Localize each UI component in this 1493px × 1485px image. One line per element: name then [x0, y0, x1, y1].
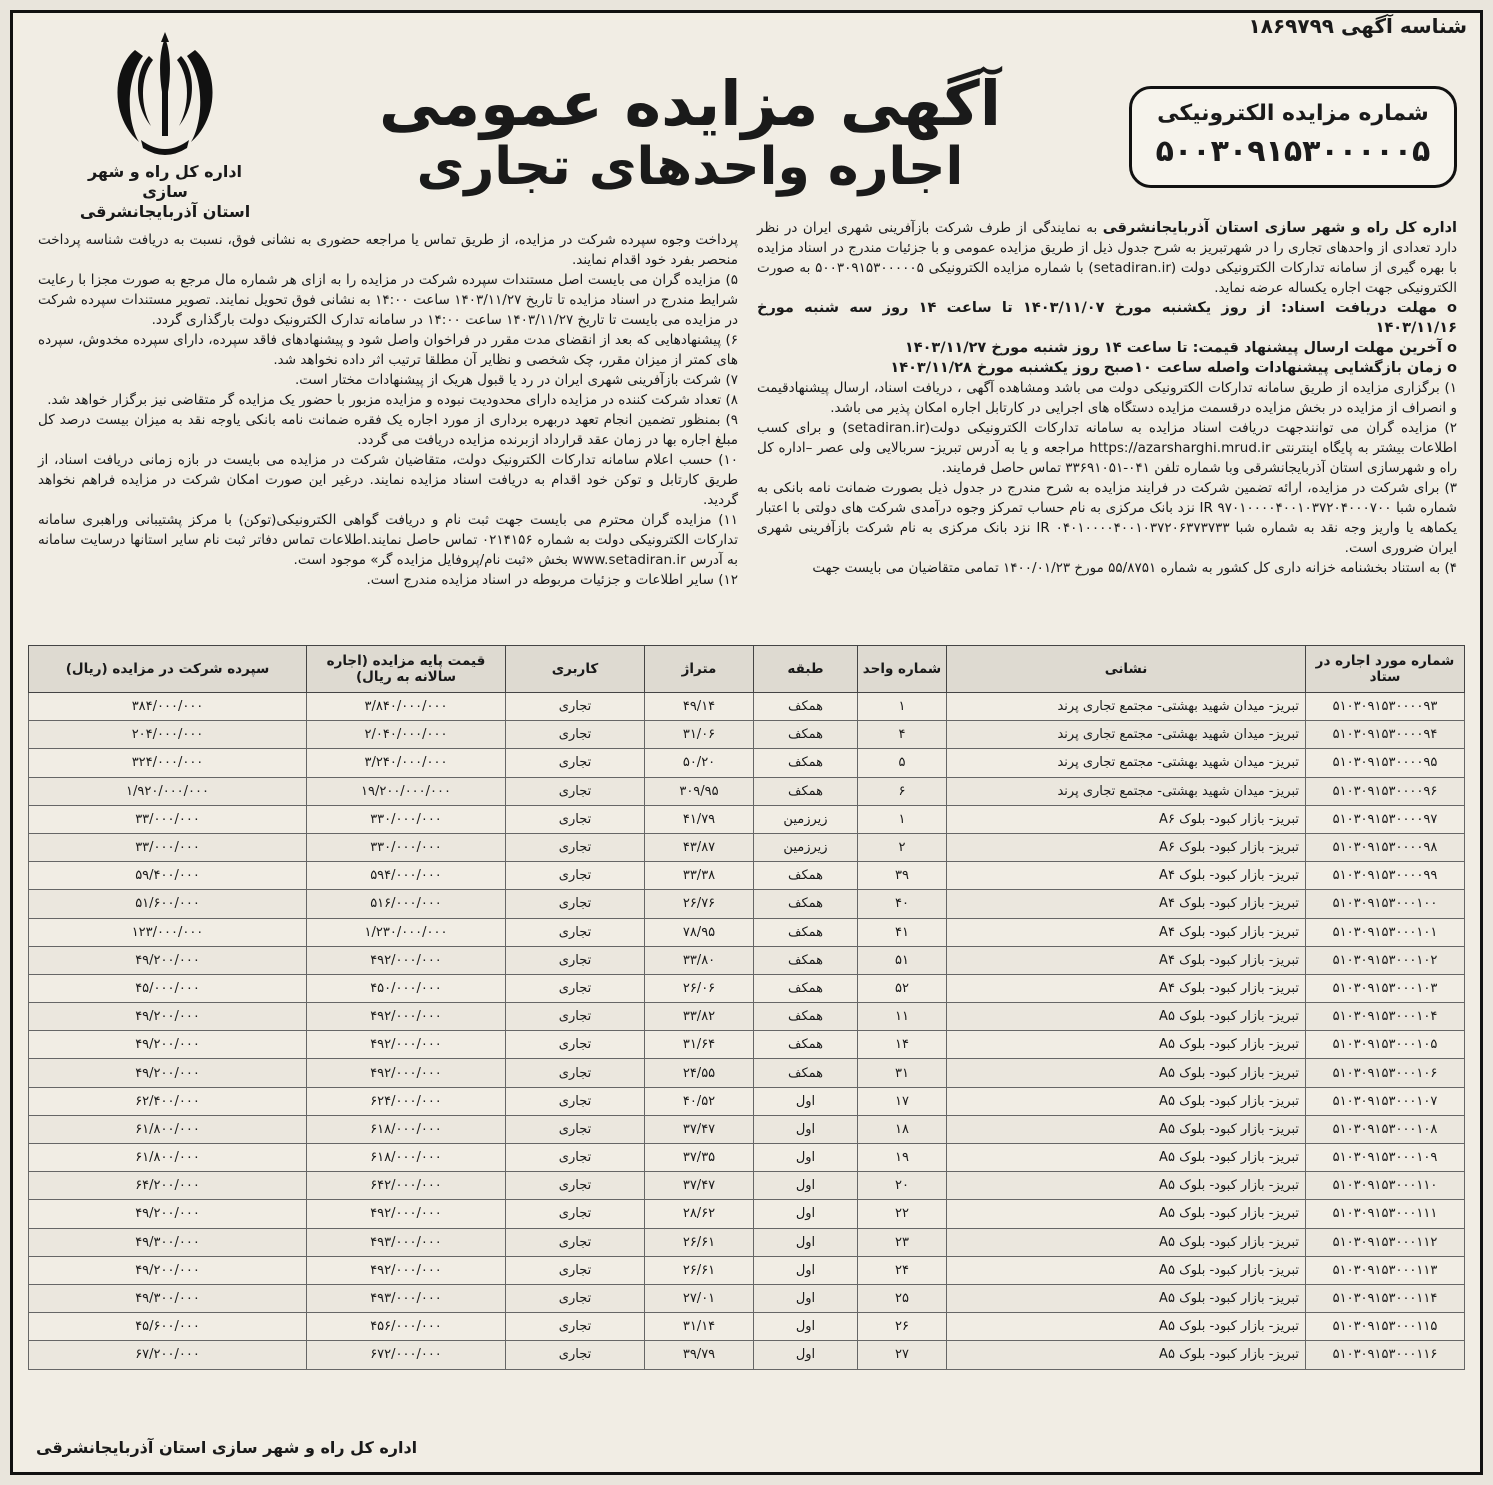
table-row: [29, 749, 1465, 777]
cell-contract-id: ۵۱۰۳۰۹۱۵۳۰۰۰۱۱۳: [1306, 1256, 1465, 1284]
cell-address: تبریز- بازار کبود- بلوک A۵: [947, 1087, 1306, 1115]
cell-area: ۲۶/۶۱: [645, 1228, 754, 1256]
cell-floor: اول: [754, 1172, 858, 1200]
condition-item: ۱) برگزاری مزایده از طریق سامانه تدارکات الکترونیکی دولت می باشد ومشاهده آگهی ، دریافت اسناد، ارسال پیشنهادقیمت و انصراف از مزایده در بخش مزایده درقسمت مزایده دستگاه های اجرایی در کارتابل اجاره امکان پذیر می باشد.: [757, 380, 1457, 416]
table-row: [29, 833, 1465, 861]
ad-id: شناسه آگهی ۱۸۶۹۷۹۹: [1248, 14, 1467, 38]
cell-address: تبریز- بازار کبود- بلوک A۴: [947, 974, 1306, 1002]
cell-deposit: ۴۹/۲۰۰/۰۰۰: [29, 1003, 307, 1031]
cell-address: تبریز- بازار کبود- بلوک A۵: [947, 1115, 1306, 1143]
table-row: [29, 777, 1465, 805]
col-header-area: متراژ: [645, 646, 754, 693]
cell-unit-number: ۳۹: [858, 862, 947, 890]
cell-address: تبریز- بازار کبود- بلوک A۵: [947, 1031, 1306, 1059]
cell-area: ۷۸/۹۵: [645, 918, 754, 946]
org-name-line-1: اداره کل راه و شهر سازی: [87, 162, 243, 201]
cell-base-price: ۴۹۲/۰۰۰/۰۰۰: [307, 1200, 506, 1228]
cell-contract-id: ۵۱۰۳۰۹۱۵۳۰۰۰۱۱۶: [1306, 1341, 1465, 1369]
table-row: [29, 1313, 1465, 1341]
cell-base-price: ۲/۰۴۰/۰۰۰/۰۰۰: [307, 721, 506, 749]
col-header-base-price: قیمت پایه مزایده (اجاره سالانه به ریال): [307, 646, 506, 693]
cell-usage: تجاری: [506, 1031, 645, 1059]
cell-base-price: ۴۹۳/۰۰۰/۰۰۰: [307, 1284, 506, 1312]
units-table: [28, 645, 1465, 1370]
cell-contract-id: ۵۱۰۳۰۹۱۵۳۰۰۰۱۱۱: [1306, 1200, 1465, 1228]
cell-deposit: ۳۲۴/۰۰۰/۰۰۰: [29, 749, 307, 777]
cell-base-price: ۶۲۴/۰۰۰/۰۰۰: [307, 1087, 506, 1115]
cell-floor: همکف: [754, 1003, 858, 1031]
cell-deposit: ۴۹/۳۰۰/۰۰۰: [29, 1284, 307, 1312]
table-row: [29, 946, 1465, 974]
cell-deposit: ۱/۹۲۰/۰۰۰/۰۰۰: [29, 777, 307, 805]
cell-address: تبریز- بازار کبود- بلوک A۶: [947, 833, 1306, 861]
org-name-line-2: استان آذربایجانشرقی: [79, 202, 251, 221]
cell-contract-id: ۵۱۰۳۰۹۱۵۳۰۰۰۰۹۴: [1306, 721, 1465, 749]
cell-floor: همکف: [754, 749, 858, 777]
cell-contract-id: ۵۱۰۳۰۹۱۵۳۰۰۰۱۰۶: [1306, 1059, 1465, 1087]
cell-base-price: ۴۹۲/۰۰۰/۰۰۰: [307, 946, 506, 974]
cell-deposit: ۱۲۳/۰۰۰/۰۰۰: [29, 918, 307, 946]
condition-item: ۷) شرکت بازآفرینی شهری ایران در رد یا قبول هریک از پیشنهادات مختار است.: [295, 372, 738, 388]
cell-base-price: ۴۹۲/۰۰۰/۰۰۰: [307, 1003, 506, 1031]
cell-unit-number: ۲۴: [858, 1256, 947, 1284]
cell-address: تبریز- بازار کبود- بلوک A۵: [947, 1313, 1306, 1341]
cell-usage: تجاری: [506, 974, 645, 1002]
units-table-wrapper: [28, 645, 1465, 1370]
cell-address: تبریز- بازار کبود- بلوک A۵: [947, 1172, 1306, 1200]
table-row: [29, 693, 1465, 721]
cell-deposit: ۴۵/۰۰۰/۰۰۰: [29, 974, 307, 1002]
cell-deposit: ۵۱/۶۰۰/۰۰۰: [29, 890, 307, 918]
cell-contract-id: ۵۱۰۳۰۹۱۵۳۰۰۰۱۰۱: [1306, 918, 1465, 946]
cell-floor: همکف: [754, 918, 858, 946]
cell-area: ۴۱/۷۹: [645, 805, 754, 833]
cell-contract-id: ۵۱۰۳۰۹۱۵۳۰۰۰۰۹۶: [1306, 777, 1465, 805]
cell-contract-id: ۵۱۰۳۰۹۱۵۳۰۰۰۱۰۵: [1306, 1031, 1465, 1059]
condition-item: ۹) بمنظور تضمین انجام تعهد دربهره برداری از مورد اجاره یک فقره ضمانت نامه بانکی یاوجه نقد به میزان بیست درصد کل مبلغ اجاره بها در زمان عقد قرارداد ازبرنده مزایده دریافت می گردد.: [38, 412, 738, 448]
org-emblem: [70, 30, 260, 222]
cell-floor: اول: [754, 1115, 858, 1143]
cell-usage: تجاری: [506, 1115, 645, 1143]
cell-address: تبریز- بازار کبود- بلوک A۴: [947, 946, 1306, 974]
cell-floor: اول: [754, 1200, 858, 1228]
cell-usage: تجاری: [506, 693, 645, 721]
cell-unit-number: ۵۲: [858, 974, 947, 1002]
cell-unit-number: ۱۱: [858, 1003, 947, 1031]
col-header-floor: طبقه: [754, 646, 858, 693]
cell-address: تبریز- بازار کبود- بلوک A۵: [947, 1003, 1306, 1031]
cell-usage: تجاری: [506, 890, 645, 918]
cell-deposit: ۳۳/۰۰۰/۰۰۰: [29, 805, 307, 833]
cell-deposit: ۵۹/۴۰۰/۰۰۰: [29, 862, 307, 890]
cell-base-price: ۱۹/۲۰۰/۰۰۰/۰۰۰: [307, 777, 506, 805]
cell-base-price: ۳۳۰/۰۰۰/۰۰۰: [307, 805, 506, 833]
cell-contract-id: ۵۱۰۳۰۹۱۵۳۰۰۰۱۱۴: [1306, 1284, 1465, 1312]
cell-unit-number: ۵: [858, 749, 947, 777]
table-row: [29, 1031, 1465, 1059]
cell-base-price: ۵۱۶/۰۰۰/۰۰۰: [307, 890, 506, 918]
cell-address: تبریز- میدان شهید بهشتی- مجتمع تجاری پرند: [947, 749, 1306, 777]
cell-unit-number: ۴۰: [858, 890, 947, 918]
table-row: [29, 1059, 1465, 1087]
cell-address: تبریز- بازار کبود- بلوک A۵: [947, 1200, 1306, 1228]
cell-floor: اول: [754, 1284, 858, 1312]
cell-area: ۲۷/۰۱: [645, 1284, 754, 1312]
table-row: [29, 1228, 1465, 1256]
cell-address: تبریز- بازار کبود- بلوک A۴: [947, 890, 1306, 918]
cell-contract-id: ۵۱۰۳۰۹۱۵۳۰۰۰۰۹۸: [1306, 833, 1465, 861]
cell-deposit: ۴۹/۲۰۰/۰۰۰: [29, 946, 307, 974]
cell-deposit: ۳۳/۰۰۰/۰۰۰: [29, 833, 307, 861]
cell-floor: اول: [754, 1341, 858, 1369]
cell-address: تبریز- بازار کبود- بلوک A۵: [947, 1341, 1306, 1369]
cell-area: ۳۰۹/۹۵: [645, 777, 754, 805]
cell-area: ۲۸/۶۲: [645, 1200, 754, 1228]
cell-unit-number: ۲۵: [858, 1284, 947, 1312]
cell-contract-id: ۵۱۰۳۰۹۱۵۳۰۰۰۱۰۷: [1306, 1087, 1465, 1115]
cell-area: ۳۳/۸۰: [645, 946, 754, 974]
table-body: [29, 693, 1465, 1370]
intro-org-name: اداره کل راه و شهر سازی استان آذربایجانشرقی: [1102, 220, 1457, 236]
cell-usage: تجاری: [506, 721, 645, 749]
condition-item: ۱۰) حسب اعلام سامانه تدارکات الکترونیک دولت، متقاضیان شرکت در مزایده می بایست در بازه زمانی دریافت اسناد، از طریق کارتابل و توکن خود اقدام به دریافت اسناد مزایده نمایند. درغیر این صورت امکان شرکت در مزایده فراهم نخواهد گردید.: [38, 452, 738, 508]
cell-base-price: ۵۹۴/۰۰۰/۰۰۰: [307, 862, 506, 890]
cell-deposit: ۴۵/۶۰۰/۰۰۰: [29, 1313, 307, 1341]
cell-contract-id: ۵۱۰۳۰۹۱۵۳۰۰۰۱۱۵: [1306, 1313, 1465, 1341]
table-row: [29, 805, 1465, 833]
cell-floor: اول: [754, 1144, 858, 1172]
cell-area: ۳۳/۳۸: [645, 862, 754, 890]
cell-base-price: ۴۹۳/۰۰۰/۰۰۰: [307, 1228, 506, 1256]
cell-unit-number: ۳۱: [858, 1059, 947, 1087]
table-row: [29, 862, 1465, 890]
cell-unit-number: ۶: [858, 777, 947, 805]
cell-contract-id: ۵۱۰۳۰۹۱۵۳۰۰۰۰۹۹: [1306, 862, 1465, 890]
cell-base-price: ۴۹۲/۰۰۰/۰۰۰: [307, 1031, 506, 1059]
intro-paragraph: [757, 218, 1457, 298]
cell-area: ۳۷/۴۷: [645, 1115, 754, 1143]
intro-column: [757, 218, 1457, 578]
cell-deposit: ۳۸۴/۰۰۰/۰۰۰: [29, 693, 307, 721]
cell-floor: زیرزمین: [754, 805, 858, 833]
cell-deposit: ۶۲/۴۰۰/۰۰۰: [29, 1087, 307, 1115]
auction-number-box: [1129, 86, 1457, 188]
cell-floor: همکف: [754, 974, 858, 1002]
cell-area: ۲۶/۶۱: [645, 1256, 754, 1284]
cell-address: تبریز- میدان شهید بهشتی- مجتمع تجاری پرند: [947, 721, 1306, 749]
cell-unit-number: ۴: [858, 721, 947, 749]
cell-usage: تجاری: [506, 1284, 645, 1312]
cell-deposit: ۶۱/۸۰۰/۰۰۰: [29, 1115, 307, 1143]
cell-unit-number: ۲: [858, 833, 947, 861]
cell-usage: تجاری: [506, 1228, 645, 1256]
cell-base-price: ۴۹۲/۰۰۰/۰۰۰: [307, 1256, 506, 1284]
cell-floor: زیرزمین: [754, 833, 858, 861]
cell-deposit: ۴۹/۳۰۰/۰۰۰: [29, 1228, 307, 1256]
cell-contract-id: ۵۱۰۳۰۹۱۵۳۰۰۰۱۰۹: [1306, 1144, 1465, 1172]
cell-area: ۲۶/۷۶: [645, 890, 754, 918]
cell-usage: تجاری: [506, 1256, 645, 1284]
cell-address: تبریز- بازار کبود- بلوک A۵: [947, 1059, 1306, 1087]
cell-base-price: ۱/۲۳۰/۰۰۰/۰۰۰: [307, 918, 506, 946]
table-row: [29, 1003, 1465, 1031]
cell-unit-number: ۱۸: [858, 1115, 947, 1143]
cell-usage: تجاری: [506, 805, 645, 833]
cell-usage: تجاری: [506, 833, 645, 861]
cell-usage: تجاری: [506, 1341, 645, 1369]
table-header-row: [29, 646, 1465, 693]
cell-contract-id: ۵۱۰۳۰۹۱۵۳۰۰۰۱۰۳: [1306, 974, 1465, 1002]
cell-contract-id: ۵۱۰۳۰۹۱۵۳۰۰۰۱۰۴: [1306, 1003, 1465, 1031]
cell-base-price: ۴۹۲/۰۰۰/۰۰۰: [307, 1059, 506, 1087]
cell-area: ۵۰/۲۰: [645, 749, 754, 777]
cell-unit-number: ۱۷: [858, 1087, 947, 1115]
cell-deposit: ۶۱/۸۰۰/۰۰۰: [29, 1144, 307, 1172]
cell-base-price: ۳/۸۴۰/۰۰۰/۰۰۰: [307, 693, 506, 721]
cell-usage: تجاری: [506, 1200, 645, 1228]
cell-floor: همکف: [754, 1059, 858, 1087]
cell-area: ۳۷/۳۵: [645, 1144, 754, 1172]
cell-deposit: ۴۹/۲۰۰/۰۰۰: [29, 1031, 307, 1059]
cell-unit-number: ۲۶: [858, 1313, 947, 1341]
cell-deposit: ۶۴/۲۰۰/۰۰۰: [29, 1172, 307, 1200]
cell-floor: اول: [754, 1256, 858, 1284]
table-row: [29, 1172, 1465, 1200]
condition-item: ۱۲) سایر اطلاعات و جزئیات مربوطه در اسناد مزایده مندرج است.: [366, 572, 738, 588]
opening-time: o زمان بازگشایی پیشنهادات واصله ساعت ۱۰صبح روز یکشنبه مورخ ۱۴۰۳/۱۱/۲۸: [890, 360, 1457, 376]
col-header-usage: کاربری: [506, 646, 645, 693]
auction-number: ۵۰۰۳۰۹۱۵۳۰۰۰۰۰۵: [1155, 134, 1431, 169]
cell-address: تبریز- بازار کبود- بلوک A۵: [947, 1284, 1306, 1312]
cell-unit-number: ۲۲: [858, 1200, 947, 1228]
cell-usage: تجاری: [506, 1172, 645, 1200]
cell-floor: اول: [754, 1228, 858, 1256]
cell-base-price: ۶۱۸/۰۰۰/۰۰۰: [307, 1115, 506, 1143]
cell-area: ۳۷/۴۷: [645, 1172, 754, 1200]
cell-contract-id: ۵۱۰۳۰۹۱۵۳۰۰۰۰۹۷: [1306, 805, 1465, 833]
cell-floor: همکف: [754, 1031, 858, 1059]
cell-base-price: ۴۵۶/۰۰۰/۰۰۰: [307, 1313, 506, 1341]
deadline-proposals: o آخرین مهلت ارسال پیشنهاد قیمت: تا ساعت ۱۴ روز شنبه مورخ ۱۴۰۳/۱۱/۲۷: [904, 340, 1457, 356]
footer-org: اداره کل راه و شهر سازی استان آذربایجانشرقی: [36, 1438, 418, 1457]
cell-area: ۳۹/۷۹: [645, 1341, 754, 1369]
cell-usage: تجاری: [506, 1144, 645, 1172]
cell-address: تبریز- بازار کبود- بلوک A۴: [947, 862, 1306, 890]
cell-contract-id: ۵۱۰۳۰۹۱۵۳۰۰۰۰۹۳: [1306, 693, 1465, 721]
conditions-column: [38, 230, 738, 590]
cell-usage: تجاری: [506, 946, 645, 974]
cell-floor: همکف: [754, 862, 858, 890]
table-row: [29, 1115, 1465, 1143]
cell-base-price: ۳۳۰/۰۰۰/۰۰۰: [307, 833, 506, 861]
cell-unit-number: ۵۱: [858, 946, 947, 974]
cell-unit-number: ۱۹: [858, 1144, 947, 1172]
cell-usage: تجاری: [506, 1087, 645, 1115]
cell-usage: تجاری: [506, 749, 645, 777]
cell-usage: تجاری: [506, 862, 645, 890]
cell-deposit: ۴۹/۲۰۰/۰۰۰: [29, 1200, 307, 1228]
cell-contract-id: ۵۱۰۳۰۹۱۵۳۰۰۰۱۰۸: [1306, 1115, 1465, 1143]
cell-floor: همکف: [754, 890, 858, 918]
cell-contract-id: ۵۱۰۳۰۹۱۵۳۰۰۰۱۰۲: [1306, 946, 1465, 974]
cell-floor: اول: [754, 1313, 858, 1341]
cell-unit-number: ۱۴: [858, 1031, 947, 1059]
intro-body: به نمایندگی از طرف شرکت بازآفرینی شهری ایران در نظر دارد تعدادی از واحدهای تجاری را در شهرتبریز به شرح جدول ذیل از طریق مزایده عمومی و با جزئیات مندرج در اسناد مزایده با بهره گیری از سامانه تدارکات الکترونیکی دولت (setadiran.ir) با شماره مزایده الکترونیکی ۵۰۰۳۰۹۱۵۳۰۰۰۰۰۵ به صورت الکترونیکی جهت اجاره یکساله عرضه نماید.: [757, 220, 1457, 296]
cell-area: ۲۴/۵۵: [645, 1059, 754, 1087]
title-line-2: اجاره واحدهای تجاری: [416, 137, 964, 198]
cell-floor: اول: [754, 1087, 858, 1115]
iran-emblem-icon: [105, 30, 225, 162]
cell-unit-number: ۲۳: [858, 1228, 947, 1256]
cell-area: ۴۳/۸۷: [645, 833, 754, 861]
cell-address: تبریز- میدان شهید بهشتی- مجتمع تجاری پرند: [947, 777, 1306, 805]
cell-usage: تجاری: [506, 1313, 645, 1341]
table-row: [29, 1341, 1465, 1369]
table-row: [29, 1087, 1465, 1115]
cell-deposit: ۶۷/۲۰۰/۰۰۰: [29, 1341, 307, 1369]
condition-item: ۵) مزایده گران می بایست اصل مستندات سپرده شرکت در مزایده را به ازای هر شماره مال مرجع به صورت مجزا با رعایت شرایط مندرج در اسناد مزایده تا تاریخ ۱۴۰۳/۱۱/۲۷ ساعت ۱۴:۰۰ به نشانی فوق تحویل نمایند. تصویر مستندات سپرده شرکت در مزایده می بایست تا تاریخ ۱۴۰۳/۱۱/۲۷ ساعت ۱۴:۰۰ در سامانه تدارک الکترونیک دولت بارگذاری گردد.: [38, 272, 739, 328]
condition-item: ۴) به استناد بخشنامه خزانه داری کل کشور به شماره ۵۵/۸۷۵۱ مورخ ۱۴۰۰/۰۱/۲۳ تمامی متقاضیان می بایست جهت: [812, 560, 1457, 576]
cell-area: ۴۰/۵۲: [645, 1087, 754, 1115]
table-row: [29, 1200, 1465, 1228]
cell-unit-number: ۴۱: [858, 918, 947, 946]
cell-unit-number: ۲۷: [858, 1341, 947, 1369]
cell-address: تبریز- بازار کبود- بلوک A۵: [947, 1144, 1306, 1172]
cell-area: ۳۱/۱۴: [645, 1313, 754, 1341]
cell-area: ۳۱/۰۶: [645, 721, 754, 749]
cell-floor: همکف: [754, 693, 858, 721]
col-header-unit-number: شماره واحد: [858, 646, 947, 693]
cell-base-price: ۶۴۲/۰۰۰/۰۰۰: [307, 1172, 506, 1200]
cell-contract-id: ۵۱۰۳۰۹۱۵۳۰۰۰۱۰۰: [1306, 890, 1465, 918]
table-row: [29, 721, 1465, 749]
cell-unit-number: ۱: [858, 805, 947, 833]
cell-base-price: ۴۵۰/۰۰۰/۰۰۰: [307, 974, 506, 1002]
cell-contract-id: ۵۱۰۳۰۹۱۵۳۰۰۰۱۱۰: [1306, 1172, 1465, 1200]
cell-unit-number: ۱: [858, 693, 947, 721]
deadline-documents: o مهلت دریافت اسناد: از روز یکشنبه مورخ ۱۴۰۳/۱۱/۰۷ تا ساعت ۱۴ روز سه شنبه مورخ ۱۴۰۳/۱۱/۱۶: [757, 300, 1457, 336]
cell-unit-number: ۲۰: [858, 1172, 947, 1200]
cell-address: تبریز- میدان شهید بهشتی- مجتمع تجاری پرند: [947, 693, 1306, 721]
cell-area: ۲۶/۰۶: [645, 974, 754, 1002]
table-row: [29, 918, 1465, 946]
cell-address: تبریز- بازار کبود- بلوک A۴: [947, 918, 1306, 946]
condition-item: ۱۱) مزایده گران محترم می بایست جهت ثبت نام و دریافت گواهی الکترونیکی(توکن) با مرکز پشتیبانی وراهبری سامانه تدارکات الکترونیکی دولت به شماره ۰۲۱۴۱۵۶ تماس حاصل نمایند.اطلاعات تماس دفاتر ثبت نام سایر استانها درسایت سامانه به آدرس www.setadiran.ir بخش «ثبت نام/پروفایل مزایده گر» موجود است.: [38, 512, 739, 568]
cell-contract-id: ۵۱۰۳۰۹۱۵۳۰۰۰۰۹۵: [1306, 749, 1465, 777]
col-header-contract-id: شماره مورد اجاره در ستاد: [1306, 646, 1465, 693]
cell-area: ۳۳/۸۲: [645, 1003, 754, 1031]
col-header-address: نشانی: [947, 646, 1306, 693]
table-row: [29, 1284, 1465, 1312]
cell-base-price: ۶۷۲/۰۰۰/۰۰۰: [307, 1341, 506, 1369]
condition-item: ۲) مزایده گران می توانندجهت دریافت اسناد مزایده به سامانه تدارکات الکترونیکی دولت(setadiran.ir) و برای کسب اطلاعات بیشتر به پایگاه اینترنتی https://azarsharghi.mrud.ir مراجعه و یا به آدرس تبریز- سربالایی ولی عصر –اداره کل راه و شهرسازی استان آذربایجانشرقی وبا شماره تلفن ۰۴۱-۳۳۶۹۱۰۵۱ تماس حاصل فرمایند.: [757, 420, 1458, 476]
cell-deposit: ۲۰۴/۰۰۰/۰۰۰: [29, 721, 307, 749]
cell-base-price: ۶۱۸/۰۰۰/۰۰۰: [307, 1144, 506, 1172]
cell-area: ۳۱/۶۴: [645, 1031, 754, 1059]
table-row: [29, 890, 1465, 918]
auction-number-label: شماره مزایده الکترونیکی: [1157, 101, 1429, 126]
table-row: [29, 974, 1465, 1002]
cell-address: تبریز- بازار کبود- بلوک A۵: [947, 1256, 1306, 1284]
col-header-deposit: سپرده شرکت در مزایده (ریال): [29, 646, 307, 693]
cell-usage: تجاری: [506, 1003, 645, 1031]
table-row: [29, 1256, 1465, 1284]
cell-usage: تجاری: [506, 918, 645, 946]
cell-deposit: ۴۹/۲۰۰/۰۰۰: [29, 1256, 307, 1284]
ad-title: [330, 67, 1050, 198]
cell-usage: تجاری: [506, 1059, 645, 1087]
cell-deposit: ۴۹/۲۰۰/۰۰۰: [29, 1059, 307, 1087]
cell-usage: تجاری: [506, 777, 645, 805]
cell-base-price: ۳/۲۴۰/۰۰۰/۰۰۰: [307, 749, 506, 777]
cell-contract-id: ۵۱۰۳۰۹۱۵۳۰۰۰۱۱۲: [1306, 1228, 1465, 1256]
cell-address: تبریز- بازار کبود- بلوک A۵: [947, 1228, 1306, 1256]
cell-floor: همکف: [754, 777, 858, 805]
cell-floor: همکف: [754, 721, 858, 749]
condition-item: ۳) برای شرکت در مزایده، ارائه تضمین شرکت در فرایند مزایده به شرح مندرج در جدول ذیل بصورت ضمانت نامه بانکی به شماره شبا IR ۹۷۰۱۰۰۰۰۴۰۰۱۰۳۷۲۰۴۰۰۰۷۰۰ نزد بانک مرکزی به نام حساب تمرکز وجوه درآمدی شرکت های دولتی با اعتبار یکماهه یا واریز وجه نقد به شماره شبا IR ۰۴۰۱۰۰۰۰۴۰۰۱۰۳۷۲۰۶۳۷۳۷۳۳ نزد بانک مرکزی به نام شرکت بازآفرینی شهری ایران ضروری است.: [757, 480, 1457, 556]
cell-area: ۴۹/۱۴: [645, 693, 754, 721]
cell-address: تبریز- بازار کبود- بلوک A۶: [947, 805, 1306, 833]
condition-item: ۶) پیشنهادهایی که بعد از انقضای مدت مقرر در فراخوان واصل شود و پیشنهادهای فاقد سپرده، دارای سپرده مخدوش، سپرده های کمتر از میزان مقرر، چک شخصی و نظایر آن مطلقا ترتیب اثر داده نخواهد شد.: [38, 332, 738, 368]
condition-item: پرداخت وجوه سپرده شرکت در مزایده، از طریق تماس یا مراجعه حضوری به نشانی فوق، نسبت به دریافت شناسه پرداخت منحصر بفرد خود اقدام نمایند.: [38, 232, 738, 268]
cell-floor: همکف: [754, 946, 858, 974]
table-row: [29, 1144, 1465, 1172]
title-line-1: آگهی مزایده عمومی: [379, 67, 1001, 140]
condition-item: ۸) تعداد شرکت کننده در مزایده دارای محدودیت نبوده و مزایده مزبور با حضور یک مزایده گر متقاضی نیز برگزار خواهد شد.: [47, 392, 738, 408]
